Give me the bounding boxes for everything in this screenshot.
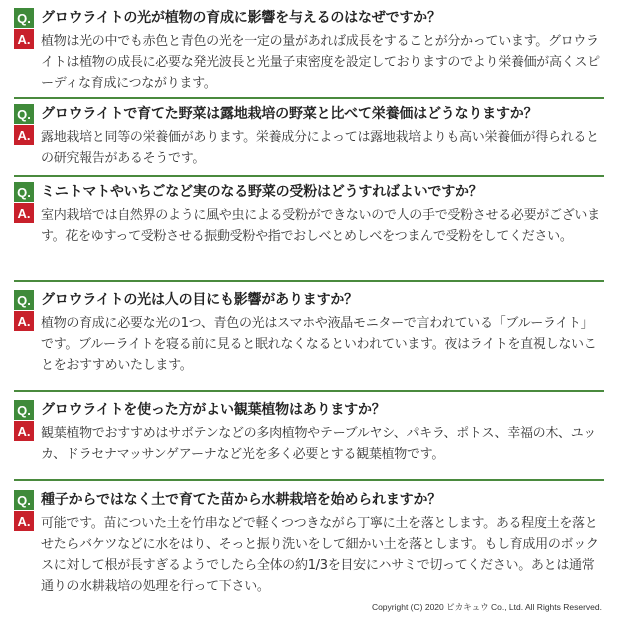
q-badge: Q. <box>14 104 34 124</box>
question-row <box>14 8 604 28</box>
answer-text: 植物の育成に必要な光の1つ、青色の光はスマホや液晶モニターで言われている「ブルーライト」です。ブルーライトを寝る前に見ると眠れなくなるといわれています。夜はライトを直視しないことをおすすめいたします。 <box>41 316 597 373</box>
faq-item-2 <box>14 104 604 169</box>
faq-item-5 <box>14 400 604 465</box>
a-badge: A. <box>14 29 34 49</box>
a-badge: A. <box>14 203 34 223</box>
answer-row <box>14 202 604 247</box>
divider <box>14 479 604 481</box>
question-text: グロウライトを使った方がよい観葉植物はありますか？ <box>41 402 386 418</box>
answer-row <box>14 310 604 376</box>
question-text: ミニトマトやいちごなど実のなる野菜の受粉はどうすればよいですか？ <box>41 184 483 200</box>
q-badge: Q. <box>14 490 34 510</box>
question-row <box>14 290 604 310</box>
a-badge: A. <box>14 311 34 331</box>
faq-item-6 <box>14 490 604 597</box>
divider <box>14 280 604 282</box>
faq-item-4 <box>14 290 604 376</box>
a-badge: A. <box>14 421 34 441</box>
divider <box>14 390 604 392</box>
answer-text: 観葉植物でおすすめはサボテンなどの多肉植物やテーブルヤシ、パキラ、ポトス、幸福の木、ユッカ、ドラセナマッサンゲアーナなど光を多く必要とする観葉植物です。 <box>41 426 596 462</box>
q-badge: Q. <box>14 400 34 420</box>
question-row <box>14 400 604 420</box>
faq-item-1 <box>14 8 604 94</box>
answer-row <box>14 124 604 169</box>
a-badge: A. <box>14 125 34 145</box>
answer-text: 可能です。苗についた土を竹串などで軽くつつきながら丁寧に土を落とします。ある程度土を落とせたらバケツなどに水をはり、そっと振り洗いをして細かい土を落とします。もし育成用のボックスに対して根が長すぎるようでしたら全体の約1/3を目安にハサミで切ってください。あとは通常通りの水耕栽培の処理を行って下さい。 <box>41 516 599 594</box>
answer-row <box>14 420 604 465</box>
question-row <box>14 104 604 124</box>
answer-row <box>14 28 604 94</box>
faq-item-3 <box>14 182 604 247</box>
question-row <box>14 490 604 510</box>
copyright-notice: Copyright (C) 2020 ピカキュウ Co., Ltd. All Rights Reserved. <box>371 602 602 612</box>
question-text: 種子からではなく土で育てた苗から水耕栽培を始められますか？ <box>41 492 442 508</box>
question-row <box>14 182 604 202</box>
answer-text: 植物は光の中でも赤色と青色の光を一定の量があれば成長をすることが分かっています。グロウライトは植物の成長に必要な発光波長と光量子束密度を設定しておりますのでより栄養価が高くスピーディな育成につながります。 <box>41 34 600 91</box>
a-badge: A. <box>14 511 34 531</box>
q-badge: Q. <box>14 8 34 28</box>
question-text: グロウライトの光は人の目にも影響がありますか？ <box>41 292 358 308</box>
q-badge: Q. <box>14 182 34 202</box>
answer-row <box>14 510 604 597</box>
question-text: グロウライトで育てた野菜は露地栽培の野菜と比べて栄養価はどうなりますか？ <box>41 106 538 122</box>
divider <box>14 97 604 99</box>
q-badge: Q. <box>14 290 34 310</box>
divider <box>14 175 604 177</box>
answer-text: 露地栽培と同等の栄養価があります。栄養成分によっては露地栽培よりも高い栄養価が得られるとの研究報告があるそうです。 <box>41 130 599 166</box>
question-text: グロウライトの光が植物の育成に影響を与えるのはなぜですか？ <box>41 10 441 26</box>
answer-text: 室内栽培では自然界のように風や虫による受粉ができないので人の手で受粉させる必要がございます。花をゆすって受粉させる振動受粉や指でおしべとめしべをつまんで受粉をしてください。 <box>41 208 600 244</box>
